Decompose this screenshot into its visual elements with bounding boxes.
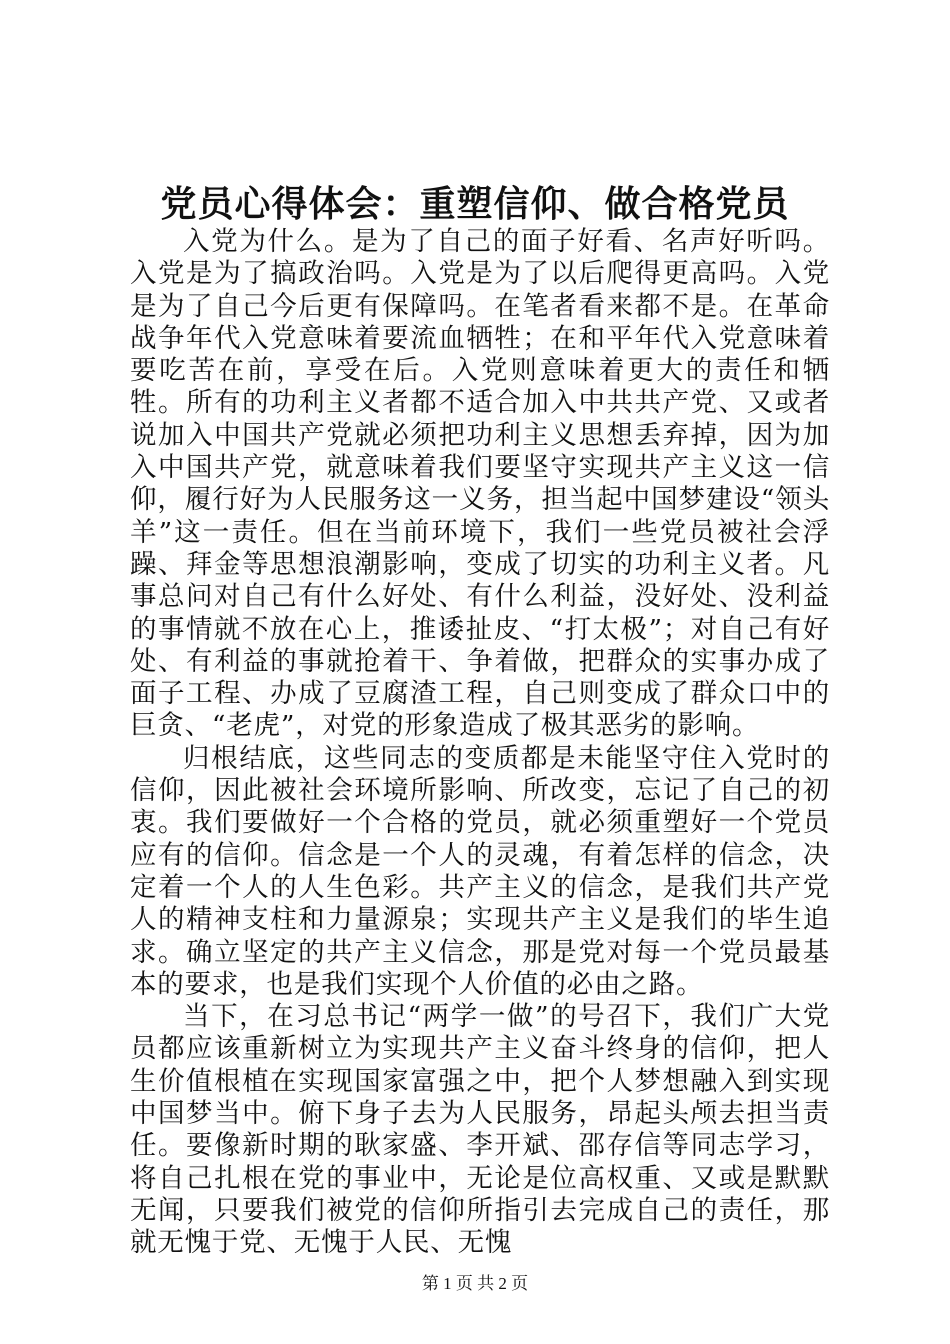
paragraph-1: 入党为什么。是为了自己的面子好看、名声好听吗。入党是为了搞政治吗。入党是为了以后爬得更高吗。入党是为了自己今后更有保障吗。在笔者看来都不是。在革命战争年代入党意味着要流血牺牲；在和平年代入党意味着要吃苦在前，享受在后。入党则意味着更大的责任和牺牲。所有的功利主义者都不适合加入中共共产党、又或者说加入中国共产党就必须把功利主义思想丢弃掉，因为加入中国共产党，就意味着我们要坚守实现共产主义这一信仰，履行好为人民服务这一义务，担当起中国梦建设“领头羊”这一责任。但在当前环境下，我们一些党员被社会浮躁、拜金等思想浪潮影响，变成了切实的功利主义者。凡事总问对自己有什么好处、有什么利益，没好处、没利益的事情就不放在心上，推诿扯皮、“打太极”；对自己有好处、有利益的事就抢着干、争着做，把群众的实事办成了面子工程、办成了豆腐渣工程，自己则变成了群众口中的巨贪、“老虎”，对党的形象造成了极其恶劣的影响。 <box>130 226 830 742</box>
document-title: 党员心得体会：重塑信仰、做合格党员 <box>160 183 790 225</box>
document-body <box>130 226 830 1260</box>
paragraph-2: 归根结底，这些同志的变质都是未能坚守住入党时的信仰，因此被社会环境所影响、所改变，忘记了自己的初衷。我们要做好一个合格的党员，就必须重塑好一个党员应有的信仰。信念是一个人的灵魂，有着怎样的信念，决定着一个人的人生色彩。共产主义的信念，是我们共产党人的精神支柱和力量源泉；实现共产主义是我们的毕生追求。确立坚定的共产主义信念，那是党对每一个党员最基本的要求，也是我们实现个人价值的必由之路。 <box>130 742 830 1000</box>
paragraph-3: 当下，在习总书记“两学一做”的号召下，我们广大党员都应该重新树立为实现共产主义奋斗终身的信仰，把人生价值根植在实现国家富强之中，把个人梦想融入到实现中国梦当中。俯下身子去为人民服务，昂起头颅去担当责任。要像新时期的耿家盛、李开斌、邵存信等同志学习，将自己扎根在党的事业中，无论是位高权重、又或是默默无闻，只要我们被党的信仰所指引去完成自己的责任，那就无愧于党、无愧于人民、无愧 <box>130 1001 830 1259</box>
page-footer: 第 1 页 共 2 页 <box>421 1274 529 1293</box>
